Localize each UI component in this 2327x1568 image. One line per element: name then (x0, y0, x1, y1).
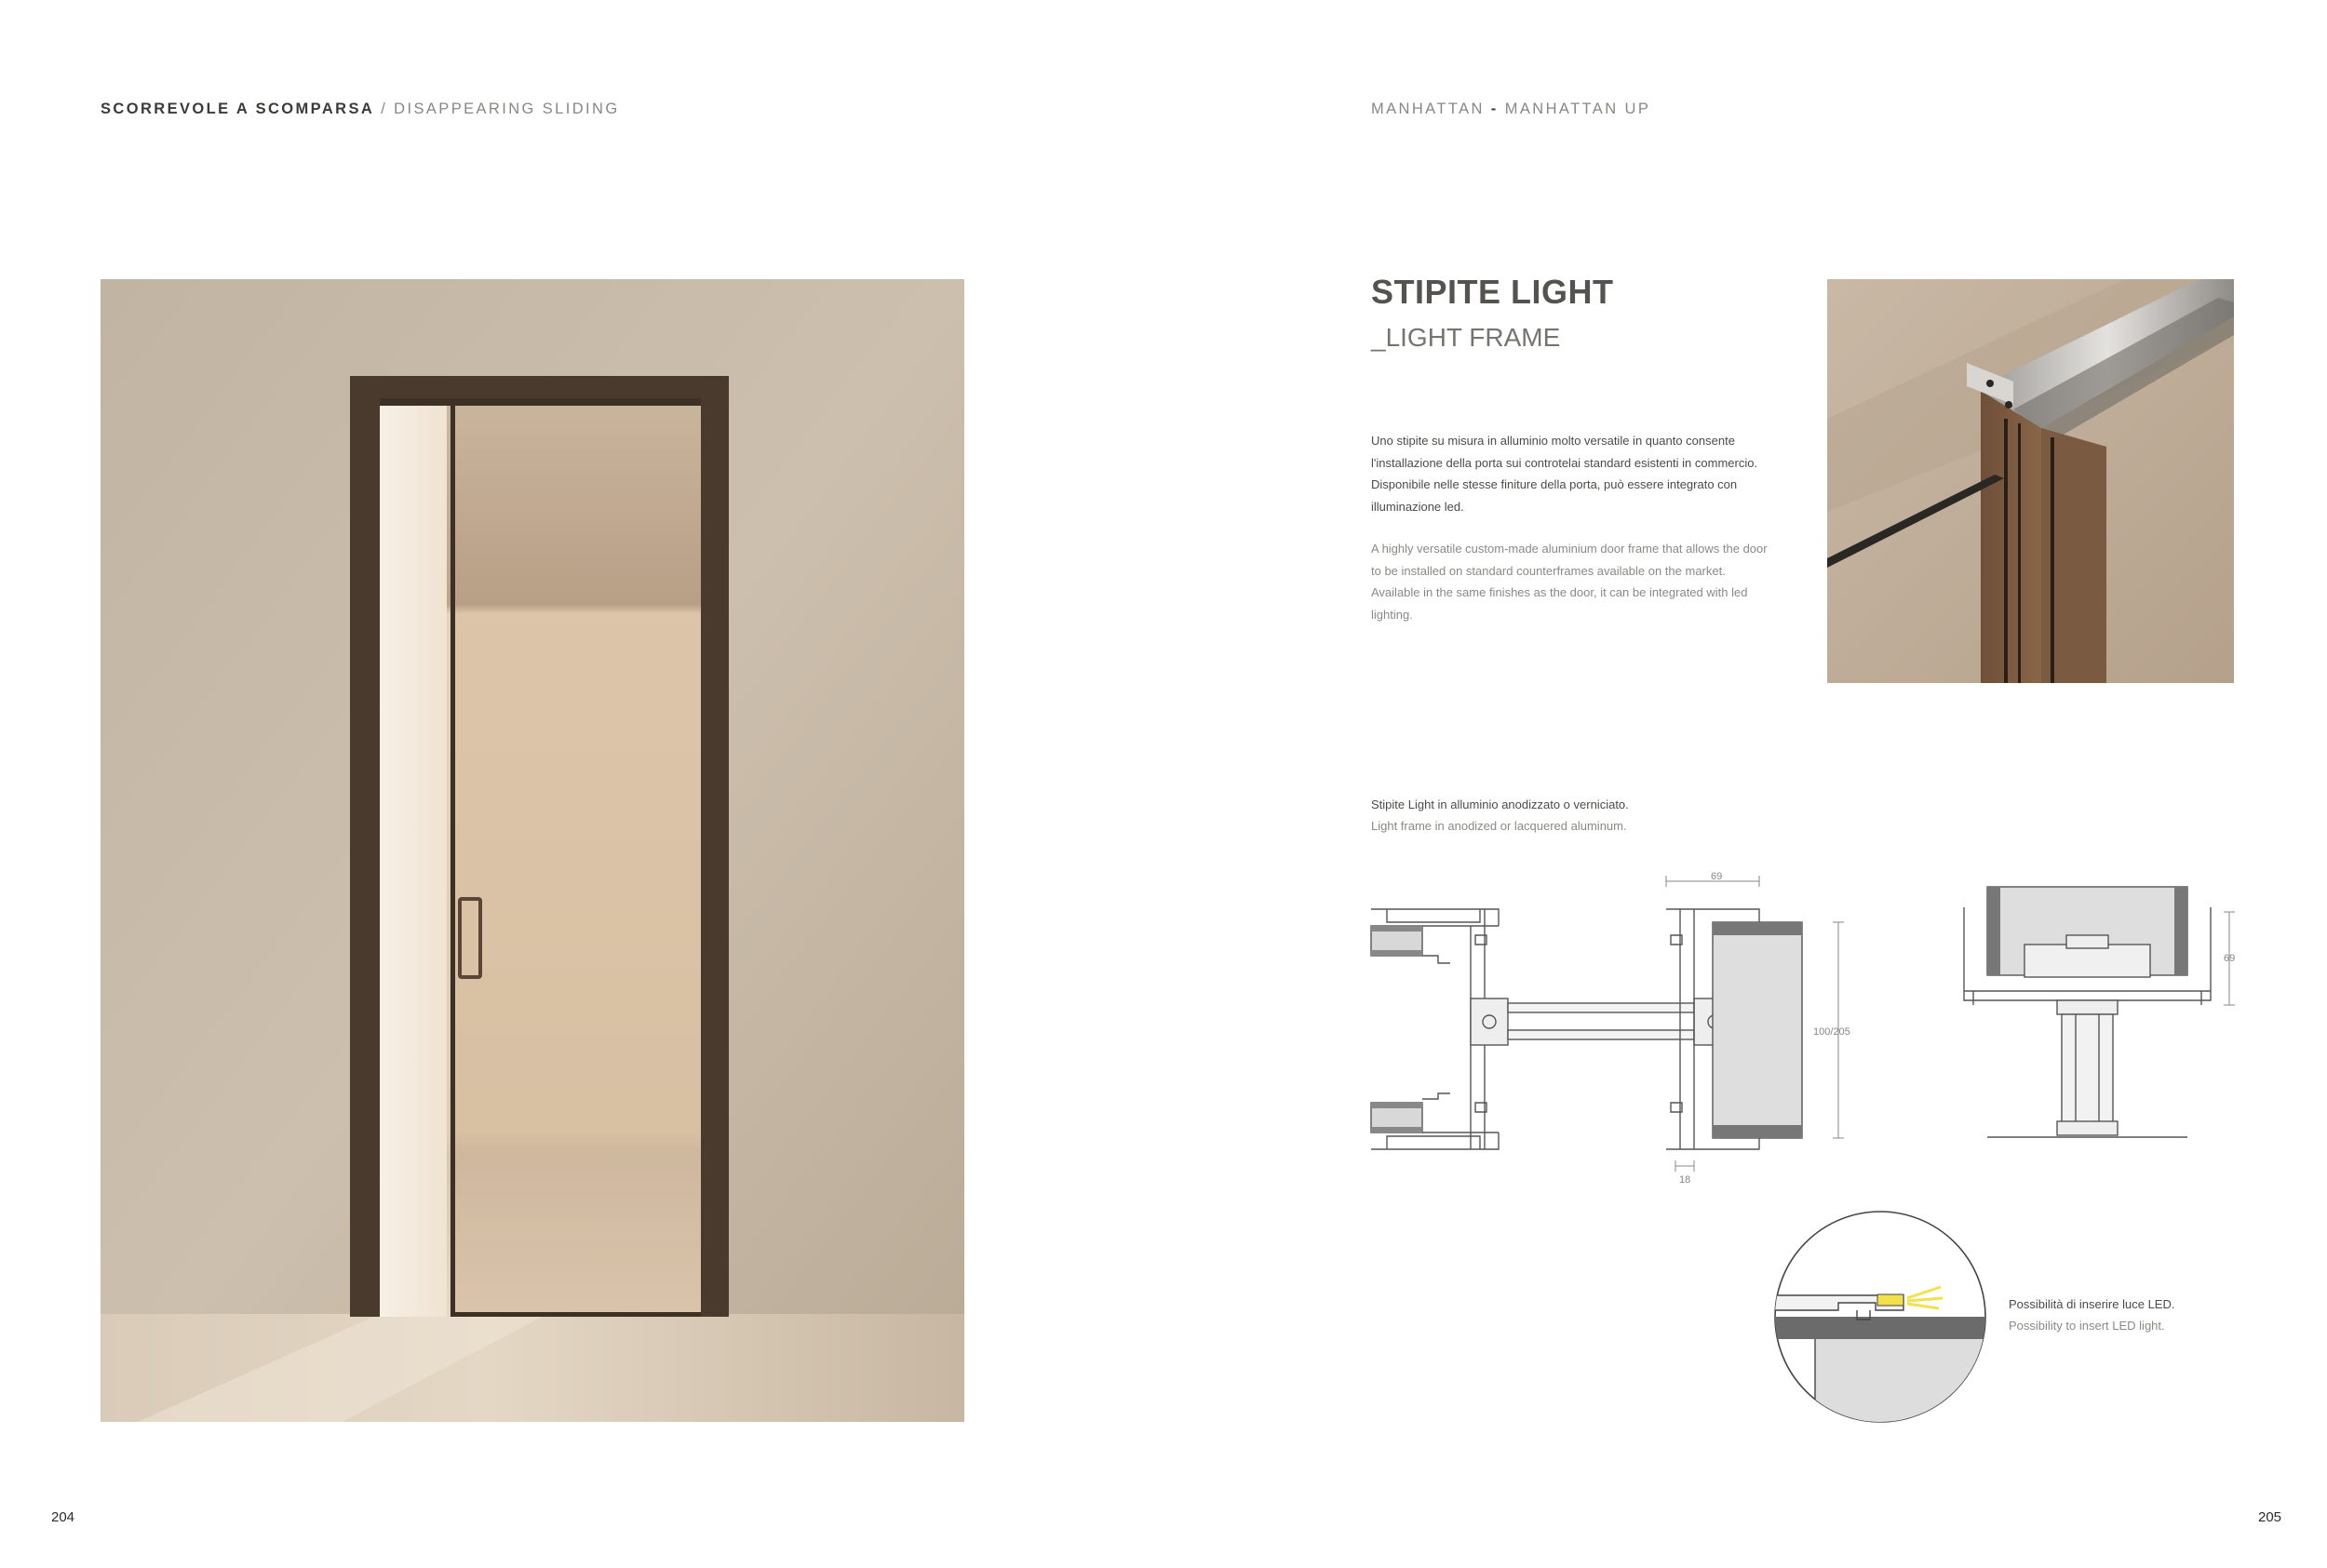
description-italian: Uno stipite su misura in alluminio molto versatile in quanto consente l'installazione della porta sui controtelai standard esistenti in commercio. Disponibile nelle stesse finiture della porta, può essere integrato con illuminazione led. (1371, 434, 1758, 514)
drawing-caption-english: Light frame in anodized or lacquered aluminum. (1371, 819, 1627, 833)
dimension-height-label: 100/205 (1813, 1026, 1850, 1038)
head-section-drawing (1955, 879, 2243, 1149)
section-header (101, 101, 620, 118)
dimension-head-label: 69 (2224, 953, 2236, 964)
door-photo (101, 279, 964, 1422)
dimension-width-label: 69 (1711, 871, 1723, 882)
collection-separator: - (1484, 101, 1505, 117)
jamb-section-drawing (1368, 870, 1880, 1186)
product-title: STIPITE LIGHT (1371, 273, 1614, 311)
page-number-right: 205 (2258, 1509, 2282, 1525)
collection-name: MANHATTAN (1371, 101, 1485, 117)
section-subtitle: / DISAPPEARING SLIDING (374, 101, 620, 117)
drawing-caption-italian: Stipite Light in alluminio anodizzato o verniciato. (1371, 797, 1629, 811)
frame-detail-photo (1827, 279, 2234, 683)
dimension-depth-label: 18 (1679, 1174, 1691, 1186)
page-number-left: 204 (51, 1509, 75, 1525)
product-subtitle: _LIGHT FRAME (1371, 323, 1561, 352)
collection-header (1371, 101, 1650, 118)
collection-variant: MANHATTAN UP (1504, 101, 1651, 117)
section-title: SCORREVOLE A SCOMPARSA (101, 101, 375, 117)
description-english: A highly versatile custom-made aluminium door frame that allows the door to be installed on standard counterframes available on the market. Available in the same finishes as the door, it can be integrated with led lighting. (1371, 542, 1768, 622)
led-caption-english: Possibility to insert LED light. (2009, 1319, 2165, 1333)
led-detail-drawing (1773, 1210, 1997, 1424)
led-caption-italian: Possibilità di inserire luce LED. (2009, 1297, 2175, 1311)
